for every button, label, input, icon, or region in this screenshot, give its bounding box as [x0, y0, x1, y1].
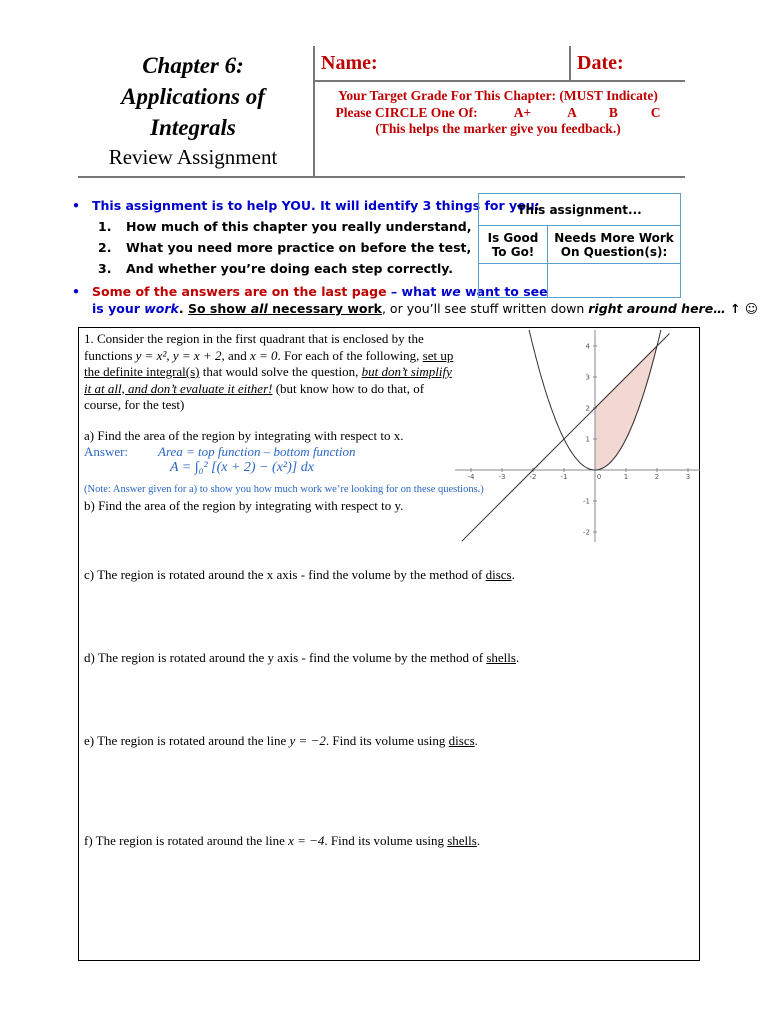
header-divider-vertical	[313, 46, 315, 176]
work-text: work	[144, 301, 179, 316]
intro-purpose	[72, 195, 540, 216]
bullet-icon: •	[72, 284, 80, 299]
part-f-text: f) The region is rotated around the line	[84, 833, 289, 848]
intro-text-1: 1. Consider the region in the first quadrant that is enclosed by the functions	[84, 331, 424, 363]
part-a: a) Find the area of the region by integrating with respect to x.	[84, 428, 404, 443]
answers-location-note: Some of the answers are on the last page	[92, 284, 387, 299]
good-to-go-line1: Is Good	[487, 230, 539, 245]
intro-text-3: that would solve the question,	[199, 364, 362, 379]
x-tick-label: 0	[596, 473, 602, 481]
feedback-table	[478, 193, 681, 298]
chapter-title	[78, 50, 308, 143]
so-show-text: So show	[187, 301, 251, 316]
item-number: 3.	[98, 261, 112, 276]
y-tick-label: 4	[585, 342, 590, 351]
part-e	[84, 733, 478, 750]
question-intro	[84, 331, 456, 414]
good-to-go-header	[479, 226, 548, 264]
part-e-text: e) The region is rotated around the line	[84, 733, 290, 748]
intro-item	[72, 237, 472, 258]
item-number: 2.	[98, 240, 112, 255]
grade-option-b[interactable]: B	[608, 104, 618, 120]
part-f-line: x = −4	[288, 833, 325, 848]
intro-text-4: (but know how to do that, of course, for the test)	[84, 380, 425, 412]
function-3: x = 0	[249, 347, 278, 363]
part-f-method: shells	[447, 833, 477, 848]
part-c-text: c) The region is rotated around the x axis - find the volume by the method of	[84, 567, 486, 582]
part-e-text-2: . Find its volume using	[325, 733, 449, 748]
arrow-smiley-icon: ↑ ☺	[725, 301, 758, 316]
grade-option-a[interactable]: A	[567, 104, 577, 120]
x-tick-label: 2	[654, 473, 660, 481]
chapter-title-line1: Chapter 6:	[142, 53, 244, 78]
function-1: y = x²	[135, 347, 167, 363]
x-tick-label: 3	[685, 473, 691, 481]
answer-note: (Note: Answer given for a) to show you how much work we’re looking for on these questions.)	[84, 484, 484, 495]
part-f	[84, 833, 480, 850]
answer-line2: A = ∫₀² [(x + 2) − (x²)] dx	[170, 460, 314, 475]
target-grade-line2	[318, 105, 678, 122]
part-c	[84, 567, 515, 584]
target-grade-line3: (This helps the marker give you feedback.)	[375, 121, 621, 136]
intro-purpose-text: This assignment is to help YOU. It will identify 3 things for you:	[92, 198, 540, 213]
x-tick-label: -2	[529, 473, 537, 481]
good-to-go-line2: To Go!	[491, 244, 535, 259]
part-d-text: d) The region is rotated around the y axis - find the volume by the method of	[84, 650, 487, 665]
name-underline	[313, 80, 685, 82]
item-number: 1.	[98, 219, 112, 234]
chapter-title-line3: Integrals	[150, 115, 236, 140]
dont-simplify-text: but don’t simplify it at all, and don’t evaluate it either!	[84, 364, 452, 396]
dot: .	[511, 567, 515, 582]
y-tick-label: -1	[583, 497, 590, 506]
chapter-title-line2: Applications of	[121, 84, 265, 109]
bullet-icon: •	[72, 198, 80, 213]
comma: ,	[166, 347, 173, 363]
y-tick-label: -2	[583, 528, 590, 537]
we-text: we	[440, 284, 461, 299]
part-d	[84, 650, 519, 667]
date-divider	[569, 46, 571, 82]
circle-instruction: Please CIRCLE One Of:	[335, 104, 478, 120]
dot: .	[474, 733, 478, 748]
needs-more-work-line1: Needs More Work	[554, 230, 674, 245]
chapter-subtitle: Review Assignment	[108, 145, 278, 169]
want-to-see-text: want to see	[460, 284, 548, 299]
part-c-method: discs	[485, 567, 512, 582]
period-text: .	[178, 301, 188, 316]
all-text: all	[250, 301, 268, 316]
and-text: , and	[221, 347, 250, 363]
intro-item	[72, 216, 472, 237]
needs-more-work-line2: On Question(s):	[560, 244, 668, 259]
item-text: And whether you’re doing each step correctly.	[126, 261, 454, 276]
intro-text-2: . For each of the following,	[277, 347, 423, 363]
part-d-method: shells	[486, 650, 516, 665]
shaded-region	[595, 346, 657, 470]
target-grade-line1: Your Target Grade For This Chapter: (MUST Indicate)	[338, 88, 658, 103]
grade-option-a-plus[interactable]: A+	[513, 104, 532, 120]
grade-option-c[interactable]: C	[650, 104, 661, 120]
youll-see-text: , or you’ll see stuff written down	[381, 301, 589, 316]
dot: .	[476, 833, 481, 848]
good-to-go-cell[interactable]	[479, 264, 548, 298]
y-tick-label: 2	[585, 404, 590, 413]
needs-more-work-header	[548, 226, 681, 264]
dot: .	[515, 650, 520, 665]
setup-integral-text: set up the definite integral(s)	[84, 347, 454, 379]
part-e-method: discs	[448, 733, 475, 748]
date-field-label[interactable]: Date:	[577, 52, 624, 74]
feedback-table-title: This assignment...	[479, 194, 681, 226]
x-tick-label: -3	[498, 473, 506, 481]
title-block	[78, 50, 308, 170]
function-2: y = x + 2	[172, 347, 222, 363]
intro-item	[72, 258, 472, 279]
part-f-text-2: . Find its volume using	[324, 833, 448, 848]
region-graph	[455, 330, 700, 542]
header-bottom-rule	[78, 176, 685, 178]
item-text: How much of this chapter you really understand,	[126, 219, 472, 234]
x-tick-label: -4	[467, 473, 475, 481]
part-b: b) Find the area of the region by integrating with respect to y.	[84, 498, 404, 513]
part-e-line: y = −2	[289, 733, 326, 748]
line-curve	[462, 334, 670, 542]
name-field-label[interactable]: Name:	[321, 52, 378, 74]
is-your-text: is your	[92, 301, 145, 316]
needs-more-work-cell[interactable]	[548, 264, 681, 298]
target-grade-block	[318, 88, 678, 138]
right-around-text: right around here…	[588, 301, 726, 316]
item-text: What you need more practice on before the test,	[126, 240, 472, 255]
y-tick-label: 1	[585, 435, 590, 444]
necessary-work-text: necessary work	[267, 301, 382, 316]
x-tick-label: 1	[623, 473, 629, 481]
answer-label: Answer:	[84, 444, 129, 459]
answer-formula-1: Area = top function – bottom function	[158, 444, 356, 459]
dash-text: – what	[386, 284, 441, 299]
x-tick-label: -1	[560, 473, 568, 481]
y-tick-label: 3	[585, 373, 590, 382]
